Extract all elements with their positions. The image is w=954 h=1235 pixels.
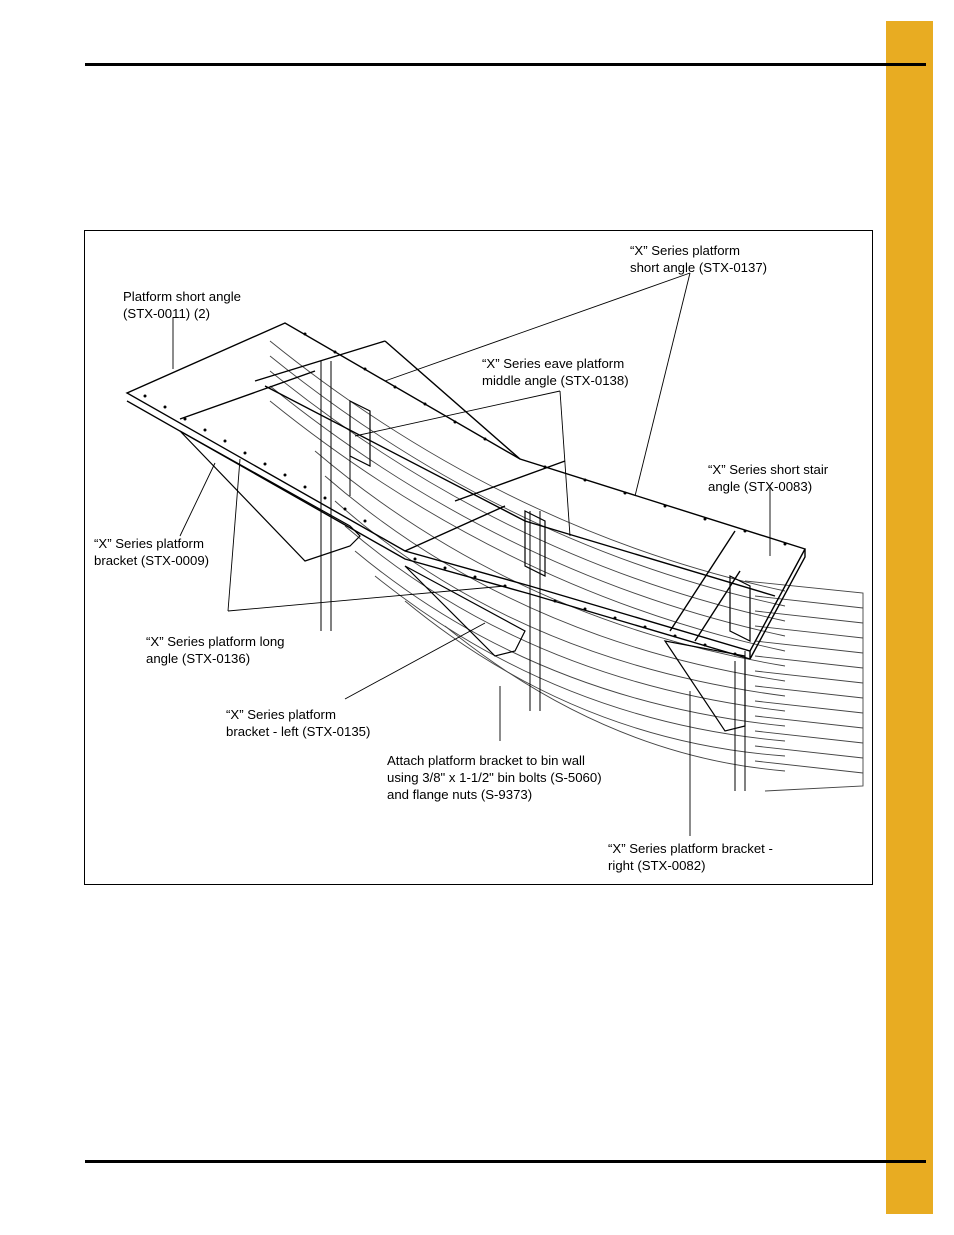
callout-eave-middle-angle: “X” Series eave platform middle angle (STX-0138) [482,356,629,388]
header-rule [85,63,926,66]
callout-bracket-left: “X” Series platform bracket - left (STX-0135) [226,707,371,739]
callout-platform-bracket: “X” Series platform bracket (STX-0009) [94,536,210,568]
platform-brackets [180,401,750,731]
callout-attach-note: Attach platform bracket to bin wall using 3/8" x 1-1/2" bin bolts (S-5060) and flange nuts (S-9373) [387,753,602,802]
callout-bracket-right: “X” Series platform bracket - right (STX-0082) [608,841,773,873]
wall-stiffeners [321,361,745,791]
callout-short-angle-0137: “X” Series platform short angle (STX-0137) [630,243,768,275]
footer-rule [85,1160,926,1163]
platform-frame [127,323,805,659]
callout-platform-short-angle: Platform short angle (STX-0011) (2) [123,289,242,321]
callout-long-angle: “X” Series platform long angle (STX-0136) [146,634,285,666]
platform-assembly-figure [84,230,873,885]
chapter-tab [886,21,933,1214]
callout-short-stair-angle: “X” Series short stair angle (STX-0083) [708,462,829,494]
